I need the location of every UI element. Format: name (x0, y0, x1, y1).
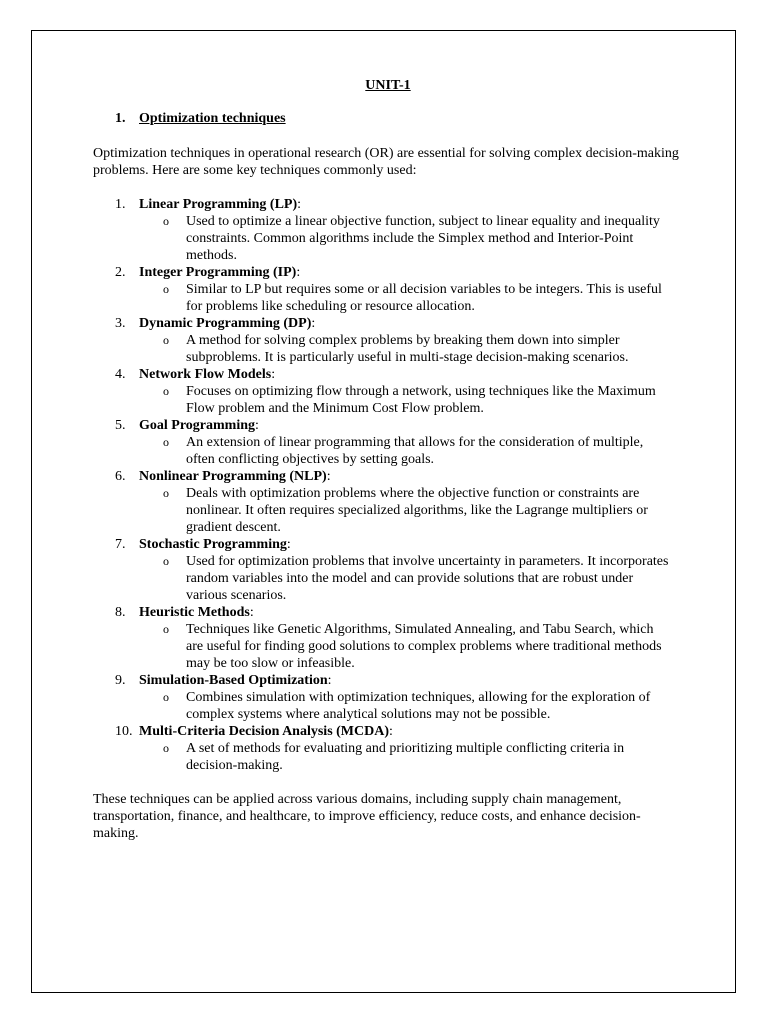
section-heading-text: Optimization techniques (139, 111, 286, 126)
technique-description-row (93, 383, 683, 417)
technique-item (93, 264, 683, 315)
technique-name: Nonlinear Programming (NLP) (139, 469, 327, 484)
technique-heading (93, 417, 683, 434)
technique-name: Goal Programming (139, 418, 256, 433)
section-heading (93, 110, 683, 127)
technique-number: 9. (115, 673, 126, 688)
intro-paragraph: Optimization techniques in operational research (OR) are essential for solving complex decision-making problems. Here are some key techniques commonly used: (93, 146, 679, 178)
technique-description-row (93, 332, 683, 366)
circle-bullet-icon: o (163, 282, 169, 296)
technique-number: 10. (115, 724, 133, 739)
technique-heading (93, 366, 683, 383)
technique-description-row (93, 553, 683, 604)
circle-bullet-icon: o (163, 486, 169, 500)
technique-item (93, 315, 683, 366)
technique-list (93, 196, 683, 774)
section-number: 1. (115, 111, 126, 126)
technique-description: An extension of linear programming that allows for the consideration of multiple, often conflicting objectives by setting goals. (186, 435, 644, 467)
technique-name: Heuristic Methods (139, 605, 250, 620)
technique-description-row (93, 689, 683, 723)
technique-heading (93, 196, 683, 213)
technique-heading (93, 468, 683, 485)
technique-number: 8. (115, 605, 126, 620)
technique-description: A method for solving complex problems by breaking them down into simpler subproblems. It is particularly useful in multi-stage decision-making scenarios. (186, 333, 629, 365)
technique-heading (93, 604, 683, 621)
circle-bullet-icon: o (163, 435, 169, 449)
technique-item (93, 536, 683, 604)
technique-description: Similar to LP but requires some or all decision variables to be integers. This is useful for problems like scheduling or resource allocation. (186, 282, 662, 314)
circle-bullet-icon: o (163, 384, 169, 398)
technique-heading (93, 723, 683, 740)
circle-bullet-icon: o (163, 333, 169, 347)
technique-name: Dynamic Programming (DP) (139, 316, 312, 331)
technique-item (93, 723, 683, 774)
technique-number: 1. (115, 197, 126, 212)
technique-name: Linear Programming (LP) (139, 197, 298, 212)
technique-description: Combines simulation with optimization techniques, allowing for the exploration of complex systems where analytical solutions may not be possible. (186, 690, 651, 722)
technique-item (93, 604, 683, 672)
circle-bullet-icon: o (163, 214, 169, 228)
technique-description-row (93, 213, 683, 264)
document-body (93, 74, 683, 842)
technique-heading (93, 315, 683, 332)
technique-number: 2. (115, 265, 126, 280)
technique-description: Focuses on optimizing flow through a network, using techniques like the Maximum Flow problem and the Minimum Cost Flow problem. (186, 384, 656, 416)
technique-description: Deals with optimization problems where the objective function or constraints are nonlinear. It often requires specialized algorithms, like the Lagrange multipliers or gradient descent. (186, 486, 648, 535)
circle-bullet-icon: o (163, 741, 169, 755)
technique-description: Techniques like Genetic Algorithms, Simulated Annealing, and Tabu Search, which are useful for finding good solutions to complex problems where traditional methods may be too slow or infeasible. (186, 622, 662, 671)
technique-description-row (93, 281, 683, 315)
technique-suffix: : (297, 197, 302, 212)
technique-number: 5. (115, 418, 126, 433)
technique-name: Network Flow Models (139, 367, 272, 382)
technique-item (93, 672, 683, 723)
technique-item (93, 417, 683, 468)
technique-suffix: : (326, 469, 331, 484)
technique-suffix: : (255, 418, 259, 433)
unit-title: UNIT-1 (365, 78, 411, 93)
technique-number: 4. (115, 367, 126, 382)
technique-number: 6. (115, 469, 126, 484)
technique-description-row (93, 485, 683, 536)
technique-item (93, 468, 683, 536)
technique-item (93, 366, 683, 417)
technique-heading (93, 672, 683, 689)
technique-number: 3. (115, 316, 126, 331)
technique-name: Integer Programming (IP) (139, 265, 297, 280)
circle-bullet-icon: o (163, 622, 169, 636)
technique-description: Used for optimization problems that involve uncertainty in parameters. It incorporates random variables into the model and can provide solutions that are robust under various scenarios. (186, 554, 669, 603)
technique-suffix: : (249, 605, 254, 620)
technique-suffix: : (327, 673, 332, 688)
technique-description-row (93, 434, 683, 468)
conclusion-paragraph: These techniques can be applied across various domains, including supply chain management, transportation, finance, and healthcare, to improve efficiency, reduce costs, and enhance decision-making. (93, 792, 641, 841)
technique-number: 7. (115, 537, 126, 552)
technique-heading (93, 536, 683, 553)
technique-suffix: : (389, 724, 393, 739)
technique-heading (93, 264, 683, 281)
technique-item (93, 196, 683, 264)
technique-name: Simulation-Based Optimization (139, 673, 328, 688)
technique-description: A set of methods for evaluating and prioritizing multiple conflicting criteria in decision-making. (186, 741, 625, 773)
circle-bullet-icon: o (163, 690, 169, 704)
circle-bullet-icon: o (163, 554, 169, 568)
technique-description-row (93, 621, 683, 672)
technique-suffix: : (271, 367, 276, 382)
technique-name: Multi-Criteria Decision Analysis (MCDA) (139, 724, 390, 739)
technique-suffix: : (286, 537, 291, 552)
technique-suffix: : (311, 316, 316, 331)
technique-description: Used to optimize a linear objective function, subject to linear equality and inequality constraints. Common algorithms include the Simplex method and Interior-Point methods. (186, 214, 660, 263)
technique-suffix: : (296, 265, 301, 280)
technique-description-row (93, 740, 683, 774)
technique-name: Stochastic Programming (139, 537, 287, 552)
